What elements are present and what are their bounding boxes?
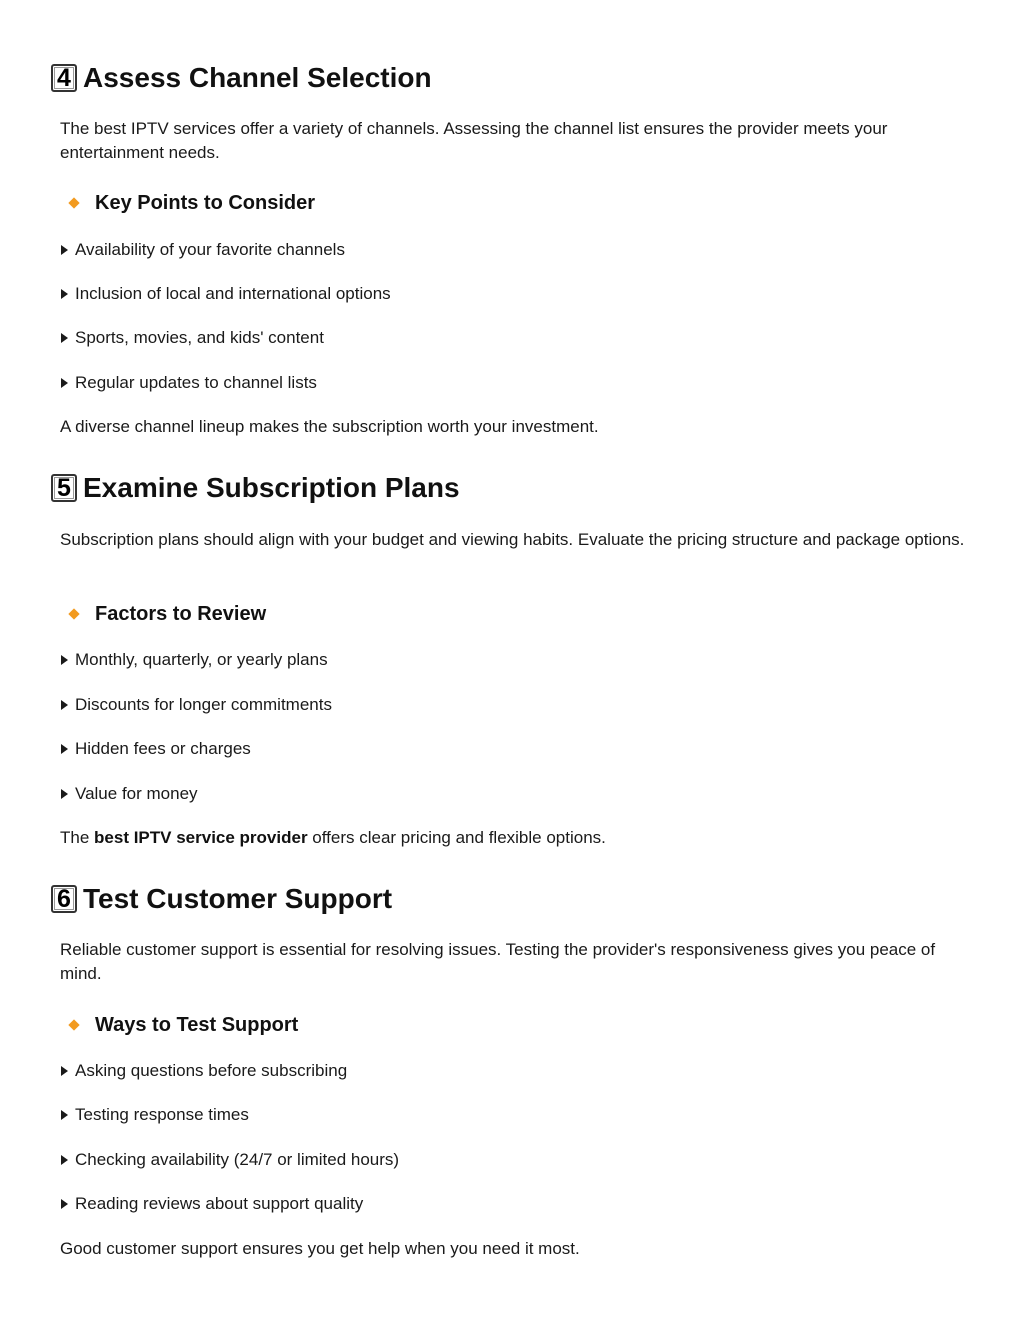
list-item [60,649,328,671]
subheading-text: Key Points to Consider [95,191,316,214]
list-item-text: Checking availability (24/7 or limited hours) [75,1150,400,1169]
triangle-bullet-icon [61,700,68,710]
subheading-text: Factors to Review [95,602,267,625]
list-item [60,239,345,261]
list-item [60,327,324,349]
closing-text-bold: best IPTV service provider [94,828,308,847]
triangle-bullet-icon [61,655,68,665]
section-intro: The best IPTV services offer a variety of channels. Assessing the channel list ensures the provider meets your entertainment needs. [60,119,888,162]
triangle-bullet-icon [61,744,68,754]
list-item-text: Sports, movies, and kids' content [75,328,324,347]
triangle-bullet-icon [61,1066,68,1076]
triangle-bullet-icon [61,289,68,299]
section-title: Assess Channel Selection [83,62,432,93]
section-intro: Reliable customer support is essential for resolving issues. Testing the provider's responsiveness gives you peace of mind. [60,940,936,983]
list-item [60,1104,249,1126]
section-heading [51,882,392,916]
section-title: Examine Subscription Plans [83,472,460,503]
list-item-text: Testing response times [75,1105,249,1124]
list-item-text: Discounts for longer commitments [75,695,332,714]
subheading [66,190,315,216]
triangle-bullet-icon [61,245,68,255]
section-heading [51,471,460,505]
list-item-text: Monthly, quarterly, or yearly plans [75,650,328,669]
list-item-text: Regular updates to channel lists [75,373,317,392]
list-item-text: Asking questions before subscribing [75,1061,348,1080]
number-badge-icon: 6 [51,885,77,913]
closing-text-after: offers clear pricing and flexible options. [307,828,606,847]
closing-text: Good customer support ensures you get help when you need it most. [60,1239,580,1258]
triangle-bullet-icon [61,333,68,343]
section-closing [60,416,599,438]
closing-text: A diverse channel lineup makes the subscription worth your investment. [60,417,599,436]
list-item-text: Reading reviews about support quality [75,1194,364,1213]
diamond-bullet-icon [68,1019,79,1030]
triangle-bullet-icon [61,1199,68,1209]
subheading [66,1012,298,1038]
triangle-bullet-icon [61,1155,68,1165]
diamond-bullet-icon [68,197,79,208]
subheading-text: Ways to Test Support [95,1013,299,1036]
list-item-text: Hidden fees or charges [75,739,251,758]
list-item-text: Value for money [75,784,198,803]
list-item [60,1149,399,1171]
section-closing [60,1238,580,1260]
list-item [60,372,317,394]
diamond-bullet-icon [68,608,79,619]
subheading [66,601,266,627]
list-item [60,1060,347,1082]
triangle-bullet-icon [61,1110,68,1120]
number-badge-icon: 4 [51,64,77,92]
number-badge-icon: 5 [51,474,77,502]
section-title: Test Customer Support [83,883,393,914]
list-item-text: Availability of your favorite channels [75,240,345,259]
list-item [60,1193,363,1215]
list-item [60,783,198,805]
list-item [60,694,332,716]
triangle-bullet-icon [61,378,68,388]
list-item [60,738,251,760]
list-item-text: Inclusion of local and international options [75,284,391,303]
triangle-bullet-icon [61,789,68,799]
list-item [60,283,391,305]
closing-text-before: The [60,828,95,847]
section-closing [60,827,606,849]
section-intro: Subscription plans should align with your budget and viewing habits. Evaluate the pricing structure and package options. [60,530,965,549]
section-heading [51,61,432,95]
